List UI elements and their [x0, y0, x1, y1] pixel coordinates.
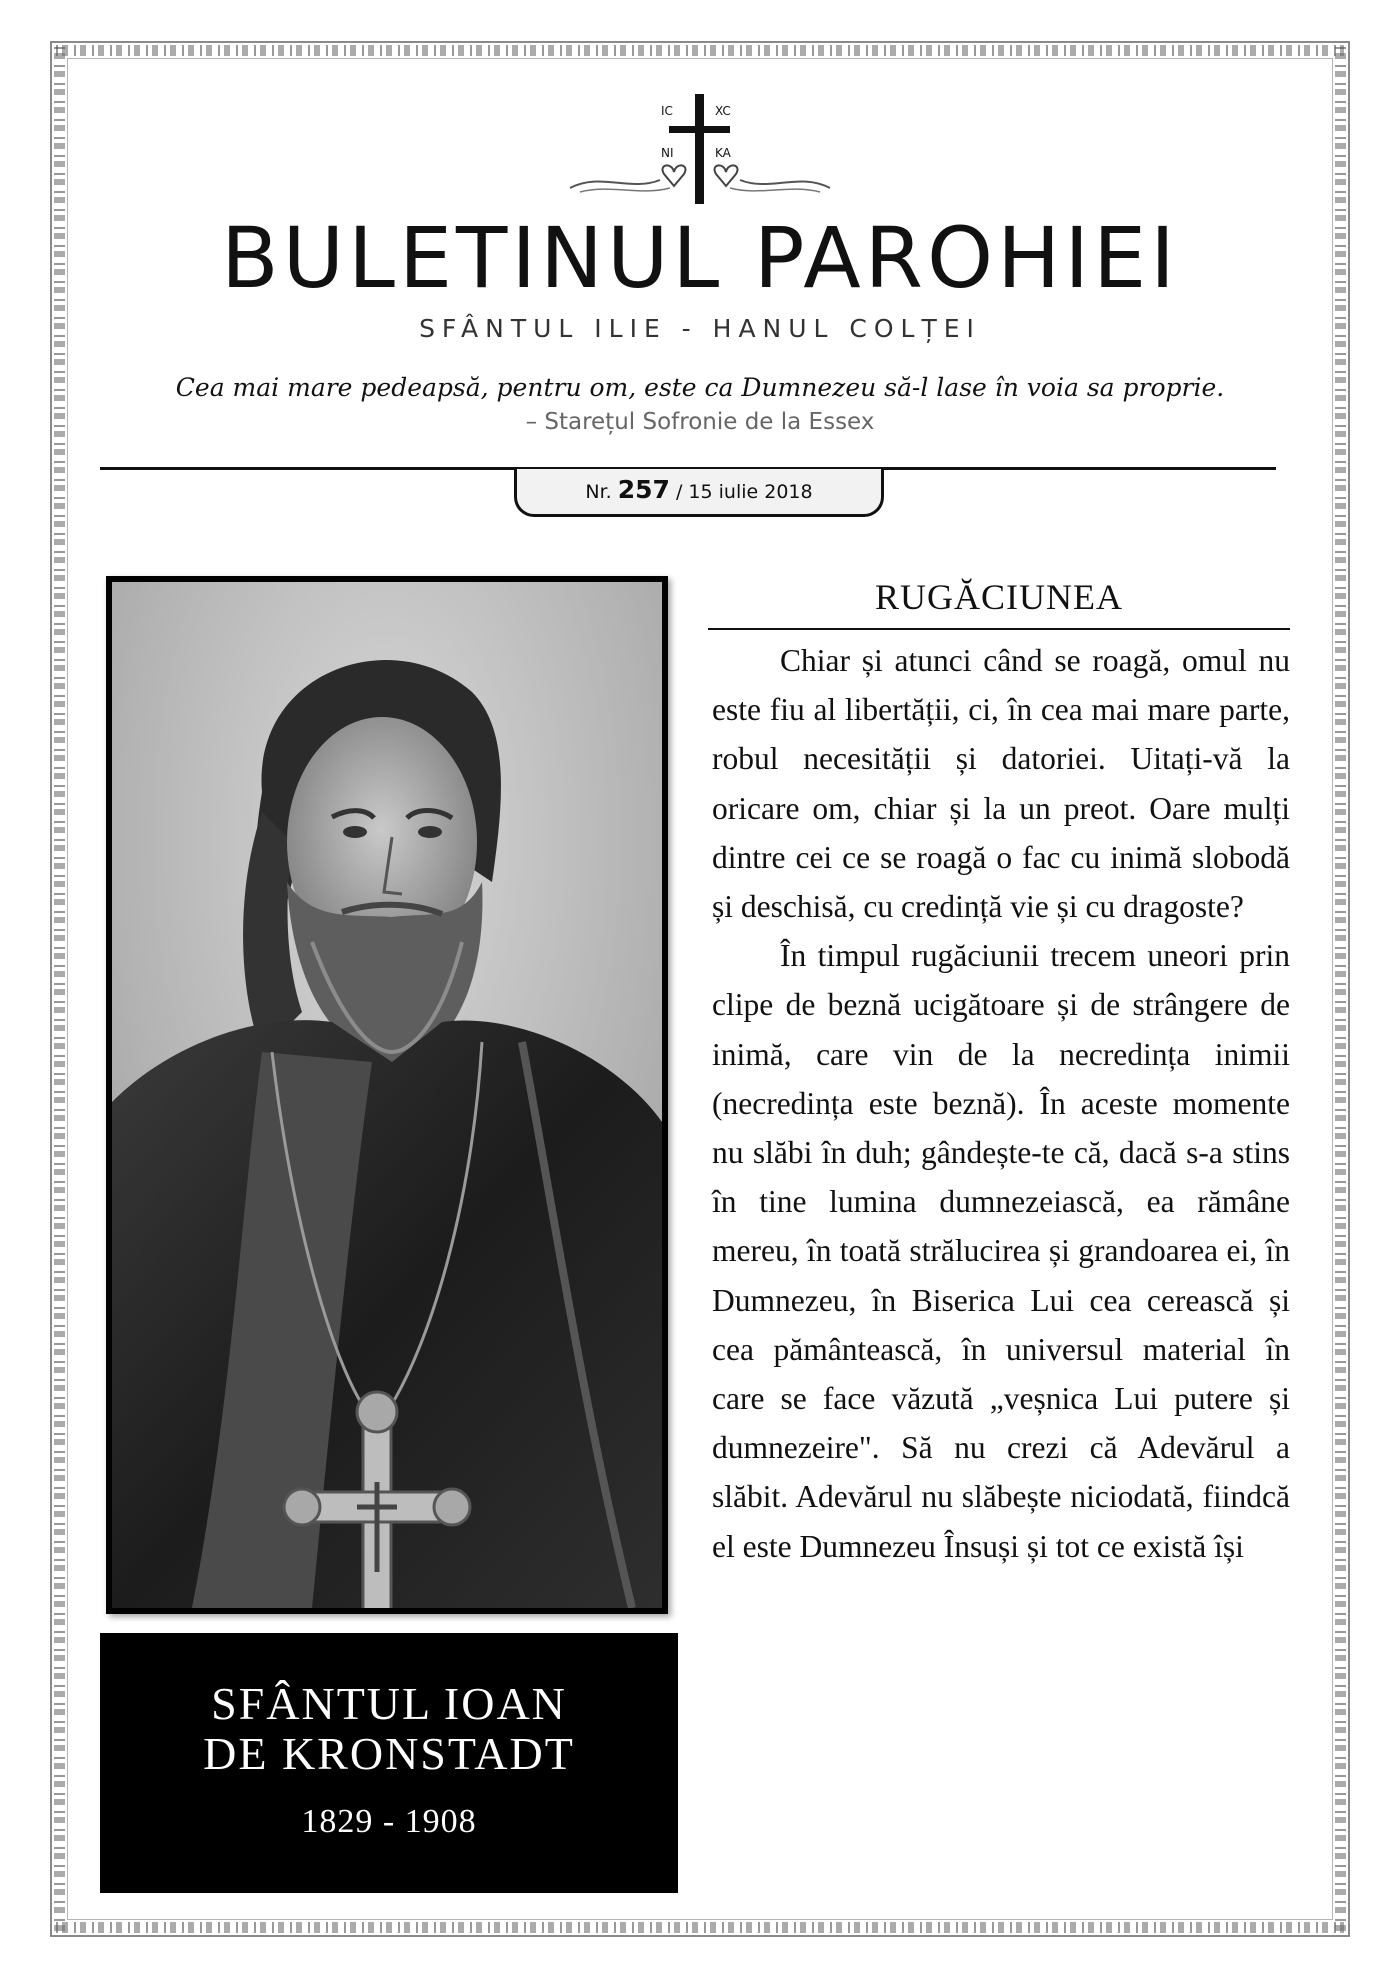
border-pattern-bottom: [56, 1922, 1344, 1933]
article-paragraph: Chiar și atunci când se roagă, omul nu este fiu al libertății, ci, în cea mai mare parte, robul necesității și datoriei. Uitați-vă la oricare om, chiar și la un preot. Oare mulți dintre cei ce se roagă o fac cu inimă slobodă și deschisă, cu credință vie și cu dragoste?: [712, 643, 1290, 925]
saint-caption: [100, 1633, 678, 1893]
border-pattern-left: [54, 47, 65, 1931]
cross-icon: [560, 92, 840, 210]
issue-number: 257: [617, 475, 670, 504]
article-body: [712, 636, 1290, 1571]
bulletin-subtitle: SFÂNTUL ILIE - HANUL COLȚEI: [419, 314, 981, 343]
saint-name: SFÂNTUL IOAN DE KRONSTADT: [203, 1678, 575, 1779]
issue-prefix: Nr.: [585, 481, 612, 503]
border-pattern-top: [56, 45, 1344, 56]
motto-author: – Starețul Sofronie de la Essex: [525, 409, 875, 435]
issue-date: / 15 iulie 2018: [675, 481, 813, 503]
monogram-ni: NI: [661, 146, 674, 160]
cross-emblem: [560, 92, 840, 210]
monogram-ic: IC: [661, 104, 673, 118]
border-pattern-right: [1335, 47, 1346, 1931]
saint-years: 1829 - 1908: [301, 1803, 477, 1840]
article-title-underline: [708, 628, 1290, 630]
bulletin-title: BULETINUL PAROHIEI: [221, 209, 1179, 307]
monogram-ka: KA: [715, 146, 731, 160]
article-paragraph: În timpul rugăciunii trecem uneori prin clipe de beznă ucigătoare și de strângere de inimă, care vin de la necredința inimii (necredința este beznă). În aceste momente nu slăbi în duh; gândește-te că, dacă s-a stins în tine lumina dumnezeiască, ea rămâne mereu, în toată strălucirea și grandoarea ei, în Dumnezeu, în Biserica Lui cea cerească și cea pământească, în universul material în care se face văzută „veșnica Lui putere și dumnezeire". Să nu crezi că Adevărul a slăbit. Adevărul nu slăbește niciodată, fiindcă el este Dumnezeu Însuși și tot ce există își: [712, 938, 1290, 1564]
portrait-image: [112, 582, 662, 1608]
article-title: RUGĂCIUNEA: [875, 577, 1123, 617]
motto-quote: Cea mai mare pedeapsă, pentru om, este ca Dumnezeu să-l lase în voia sa proprie.: [175, 373, 1225, 402]
monogram-xc: XC: [715, 104, 731, 118]
issue-badge: [514, 469, 884, 517]
saint-portrait: [106, 576, 668, 1614]
